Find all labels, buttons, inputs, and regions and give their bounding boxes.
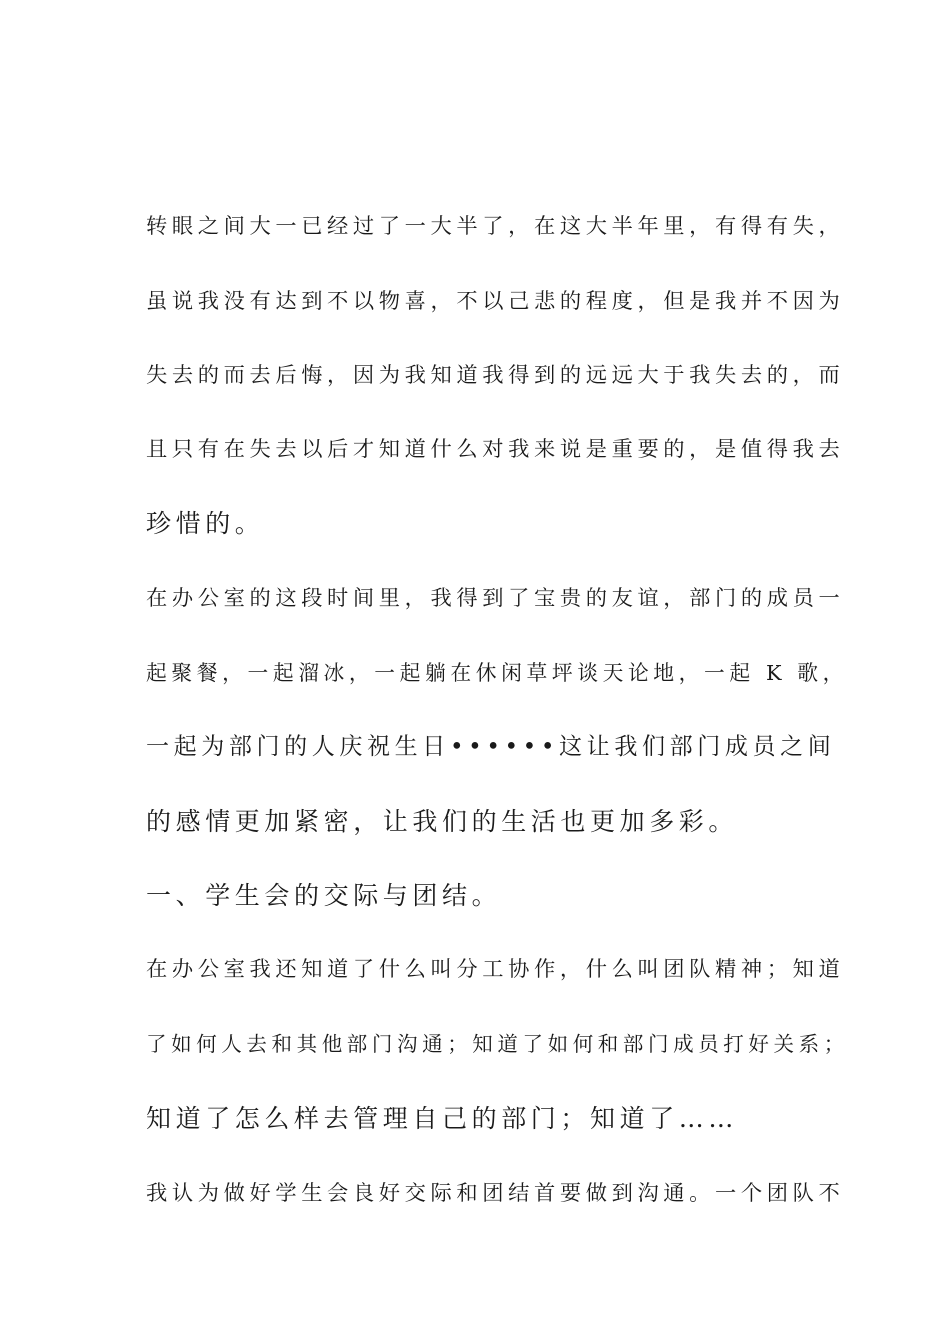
- paragraph-4-line-1: 我认为做好学生会良好交际和团结首要做到沟通。一个团队不: [146, 1181, 845, 1206]
- paragraph-1-line-1: 转眼之间大一已经过了一大半了，在这大半年里，有得有失，: [146, 214, 845, 239]
- paragraph-2-line-4: 的感情更加紧密，让我们的生活也更加多彩。: [146, 807, 739, 836]
- paragraph-1-line-5: 珍惜的。: [146, 509, 265, 538]
- section-heading: 一、学生会的交际与团结。: [146, 881, 502, 910]
- paragraph-3-line-1: 在办公室我还知道了什么叫分工协作，什么叫团队精神；知道: [146, 957, 845, 982]
- paragraph-2-line-2: 起聚餐，一起溜冰，一起躺在休闲草坪谈天论地，一起 K 歌，: [146, 661, 849, 685]
- paragraph-3-line-2: 了如何人去和其他部门沟通；知道了如何和部门成员打好关系；: [146, 1032, 849, 1056]
- paragraph-3-line-3: 知道了怎么样去管理自己的部门；知道了……: [146, 1104, 739, 1133]
- paragraph-2-line-3: 一起为部门的人庆祝生日••••••这让我们部门成员之间: [146, 734, 836, 760]
- paragraph-1-line-2: 虽说我没有达到不以物喜，不以己悲的程度，但是我并不因为: [146, 289, 845, 314]
- paragraph-2-line-1: 在办公室的这段时间里，我得到了宝贵的友谊，部门的成员一: [146, 586, 845, 611]
- paragraph-1-line-4: 且只有在失去以后才知道什么对我来说是重要的，是值得我去: [146, 437, 845, 462]
- paragraph-1-line-3: 失去的而去后悔，因为我知道我得到的远远大于我失去的，而: [146, 363, 845, 388]
